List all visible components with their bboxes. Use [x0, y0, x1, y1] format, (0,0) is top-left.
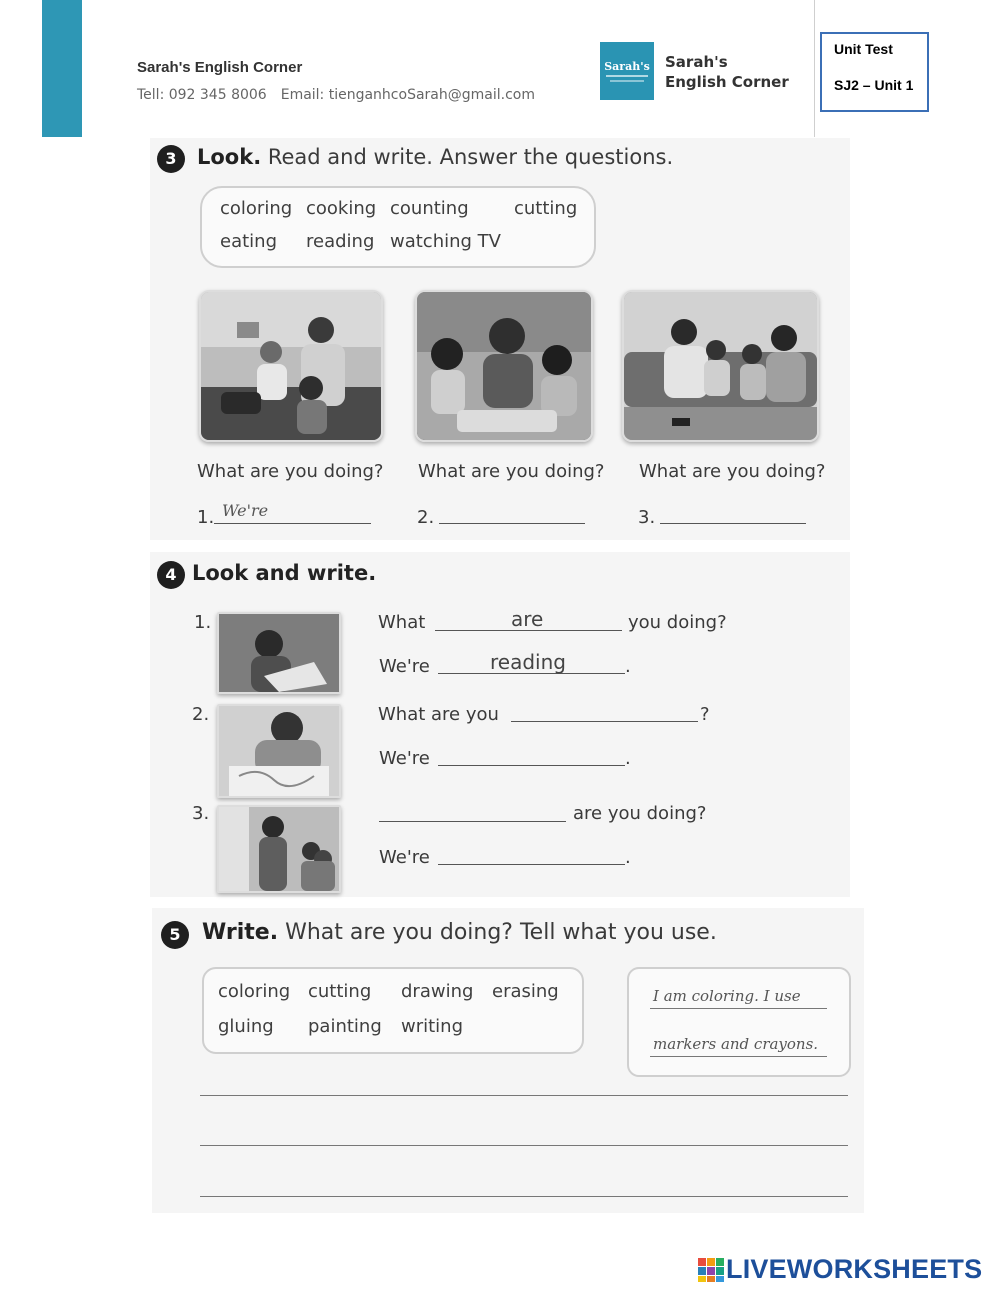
prompt-text: ?: [700, 704, 710, 725]
answer-field-1[interactable]: We're: [222, 501, 269, 520]
writing-line-2[interactable]: [200, 1145, 848, 1146]
prompt-text: We're: [379, 847, 430, 868]
photo-boy-drawing: [217, 704, 341, 798]
example-underline: [650, 1008, 827, 1009]
word-bank-item: writing: [401, 1016, 464, 1037]
photo-girl-reading: [217, 612, 341, 694]
item-number: 2.: [417, 507, 435, 528]
word-bank-item: cutting: [308, 981, 372, 1002]
item-number: 3.: [192, 803, 210, 824]
answer-field-4-2a[interactable]: [511, 721, 698, 722]
logo-wordmark: LIVEWORKSHEETS: [726, 1254, 983, 1284]
email-text: Email: tienganhcoSarah@gmail.com: [280, 87, 535, 103]
photo-family-eating: [415, 290, 593, 442]
section-5-heading: [202, 920, 717, 945]
liveworksheets-logo[interactable]: [697, 1254, 982, 1285]
writing-line-3[interactable]: [200, 1196, 848, 1197]
item-number: 3.: [638, 507, 656, 528]
word-bank-item: eating: [220, 231, 277, 252]
photo-family-watching-tv: [622, 290, 819, 442]
word-bank-item: drawing: [401, 981, 474, 1002]
word-bank-item: erasing: [492, 981, 559, 1002]
writing-line-1[interactable]: [200, 1095, 848, 1096]
logo-line1: Sarah's: [665, 53, 728, 71]
example-underline: [650, 1056, 827, 1057]
prompt-text: .: [625, 656, 631, 677]
question-text: What are you doing?: [197, 461, 384, 482]
example-line-2: markers and crayons.: [653, 1035, 819, 1053]
heading-bold: Look.: [197, 145, 262, 169]
section-3-number: 3: [157, 145, 185, 173]
prompt-text: We're: [379, 656, 430, 677]
header-divider: [814, 0, 815, 137]
answer-field-3[interactable]: [660, 523, 806, 524]
word-bank-item: cooking: [306, 198, 377, 219]
heading-bold: Write.: [202, 920, 279, 945]
answer-field-4-2b[interactable]: [438, 765, 625, 766]
word-bank-item: coloring: [218, 981, 291, 1002]
question-text: What are you doing?: [418, 461, 605, 482]
answer-field-4-3b[interactable]: [438, 864, 625, 865]
brand-name: Sarah's English Corner: [137, 59, 303, 76]
unit-code-label: SJ2 – Unit 1: [834, 77, 914, 93]
photo-family-cooking: [199, 290, 383, 442]
logo-line2: English Corner: [665, 73, 789, 91]
prompt-text: We're: [379, 748, 430, 769]
photo-teacher-class: [217, 805, 341, 893]
logo-text: [665, 52, 789, 92]
prompt-text: are you doing?: [573, 803, 707, 824]
phone-text: Tell: 092 345 8006: [137, 87, 267, 103]
word-bank-item: cutting: [514, 198, 578, 219]
prompt-text: .: [625, 847, 631, 868]
prompt-text: you doing?: [628, 612, 727, 633]
section-4-heading: Look and write.: [192, 561, 377, 585]
question-text: What are you doing?: [639, 461, 826, 482]
logo-mark: Sarah's: [604, 60, 650, 73]
unit-test-label: Unit Test: [834, 41, 893, 57]
brand-logo: [600, 42, 654, 100]
section-5-number: 5: [161, 921, 189, 949]
unit-test-box: [820, 32, 929, 112]
word-bank-item: counting: [390, 198, 469, 219]
brand-contact: [137, 87, 549, 103]
prompt-text: .: [625, 748, 631, 769]
prompt-text: What: [378, 612, 426, 633]
word-bank-item: coloring: [220, 198, 293, 219]
item-number: 2.: [192, 704, 210, 725]
answer-field-4-3a[interactable]: [379, 821, 566, 822]
word-bank-item: painting: [308, 1016, 382, 1037]
section-3-heading: [197, 145, 673, 169]
word-bank-item: reading: [306, 231, 375, 252]
answer-field-2[interactable]: [439, 523, 585, 524]
answer-field-4-1a[interactable]: are: [511, 607, 544, 631]
header-accent-bar: [42, 0, 82, 137]
answer-line: [214, 523, 371, 524]
prompt-text: What are you: [378, 704, 499, 725]
heading-rest: What are you doing? Tell what you use.: [278, 920, 717, 945]
word-bank-item: watching TV: [390, 231, 501, 252]
item-number: 1.: [197, 507, 215, 528]
section-4-number: 4: [157, 561, 185, 589]
heading-rest: Read and write. Answer the questions.: [261, 145, 674, 169]
item-number: 1.: [194, 612, 212, 633]
cube-icon: [697, 1257, 725, 1283]
example-line-1: I am coloring. I use: [653, 987, 801, 1005]
example-box: [627, 967, 851, 1077]
word-bank-item: gluing: [218, 1016, 274, 1037]
answer-field-4-1b[interactable]: reading: [490, 650, 566, 674]
